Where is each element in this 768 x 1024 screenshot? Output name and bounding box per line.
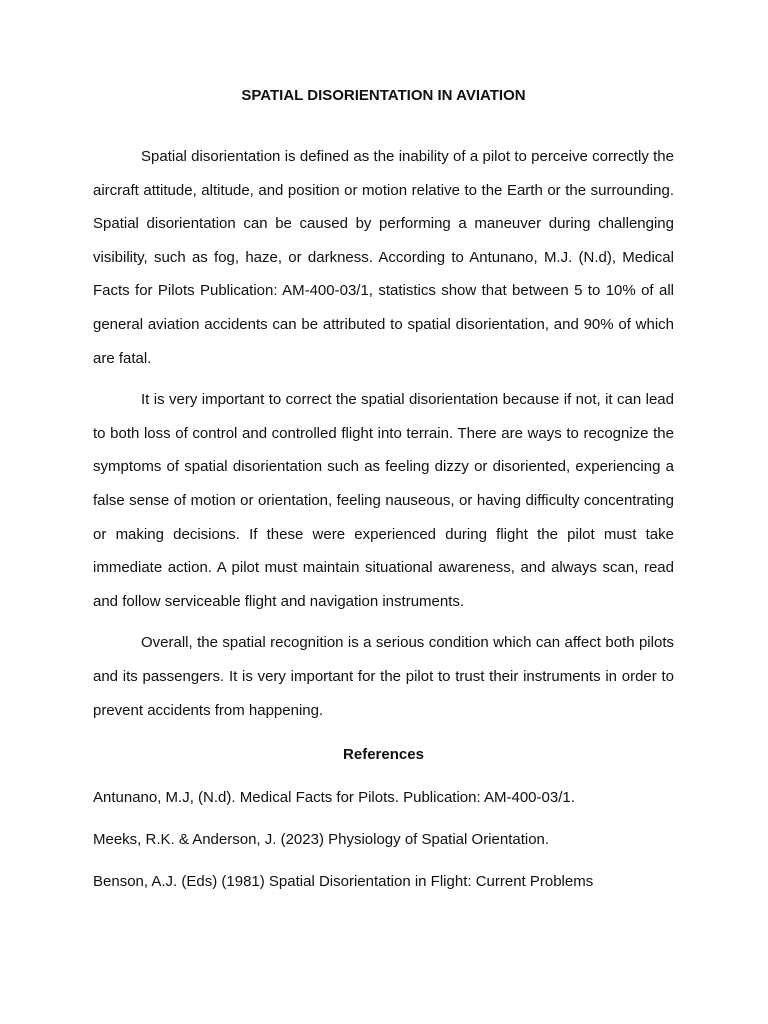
document-page — [93, 86, 674, 892]
reference-entry: Antunano, M.J, (N.d). Medical Facts for Pilots. Publication: AM-400-03/1. — [93, 789, 575, 807]
document-title: SPATIAL DISORIENTATION IN AVIATION — [241, 87, 526, 104]
reference-entry: Benson, A.J. (Eds) (1981) Spatial Disorientation in Flight: Current Problems — [93, 873, 594, 891]
body-paragraph: Spatial disorientation is defined as the inability of a pilot to perceive correctly the aircraft attitude, altitude, and position or motion relative to the Earth or the surrounding. Spatial disorientation can be caused by performing a maneuver during challenging visibility, such as fog, haze, or darkness. According to Antunano, M.J. (N.d), Medical Facts for Pilots Publication: AM-400-03/1, statistics show that between 5 to 10% of all general aviation accidents can be attributed to spatial disorientation, and 90% of which are fatal. — [93, 148, 674, 367]
reference-entry: Meeks, R.K. & Anderson, J. (2023) Physiology of Spatial Orientation. — [93, 831, 550, 849]
references-heading: References — [343, 746, 424, 764]
body-paragraph: It is very important to correct the spatial disorientation because if not, it can lead to both loss of control and controlled flight into terrain. There are ways to recognize the symptoms of spatial disorientation such as feeling dizzy or disoriented, experiencing a false sense of motion or orientation, feeling nauseous, or having difficulty concentrating or making decisions. If these were experienced during flight the pilot must take immediate action. A pilot must maintain situational awareness, and always scan, read and follow serviceable flight and navigation instruments. — [93, 391, 674, 610]
body-paragraph: Overall, the spatial recognition is a serious condition which can affect both pilots and its passengers. It is very important for the pilot to trust their instruments in order to prevent accidents from happening. — [93, 634, 674, 719]
